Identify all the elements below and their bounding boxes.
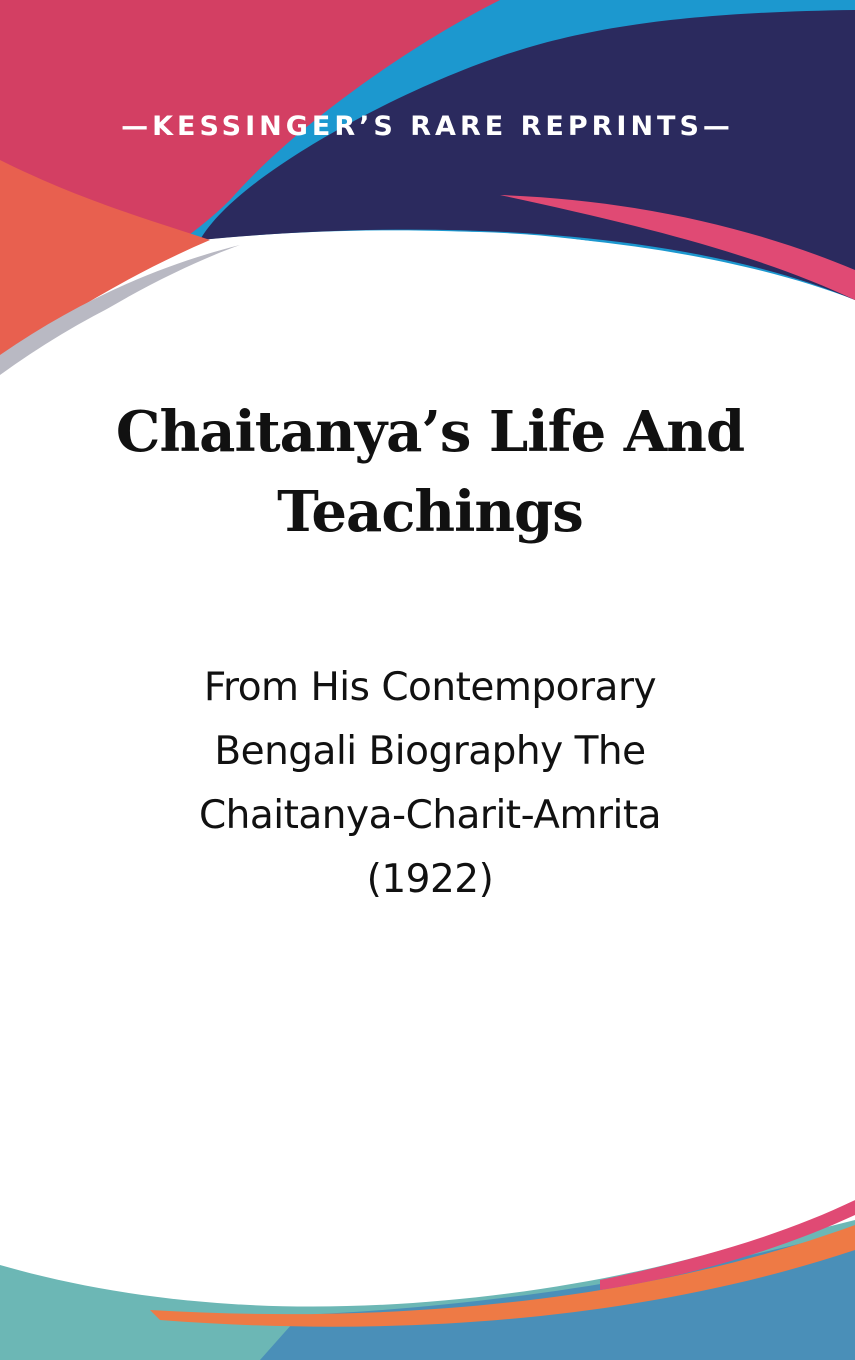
book-subtitle: [80, 656, 780, 912]
bottom-wave-banner: [0, 1100, 855, 1360]
subtitle-line-3: Chaitanya-Charit-Amrita: [198, 793, 662, 838]
book-title: [60, 392, 800, 552]
title-line-2: Teachings: [277, 479, 583, 545]
subtitle-line-2: Bengali Biography The: [214, 729, 646, 774]
publisher-banner: —KESSINGER’S RARE REPRINTS—: [121, 111, 734, 142]
subtitle-line-1: From His Contemporary: [203, 665, 657, 710]
title-line-1: Chaitanya’s Life And: [115, 399, 745, 465]
subtitle-line-4: (1922): [366, 857, 494, 902]
top-wave-banner: [0, 0, 855, 400]
